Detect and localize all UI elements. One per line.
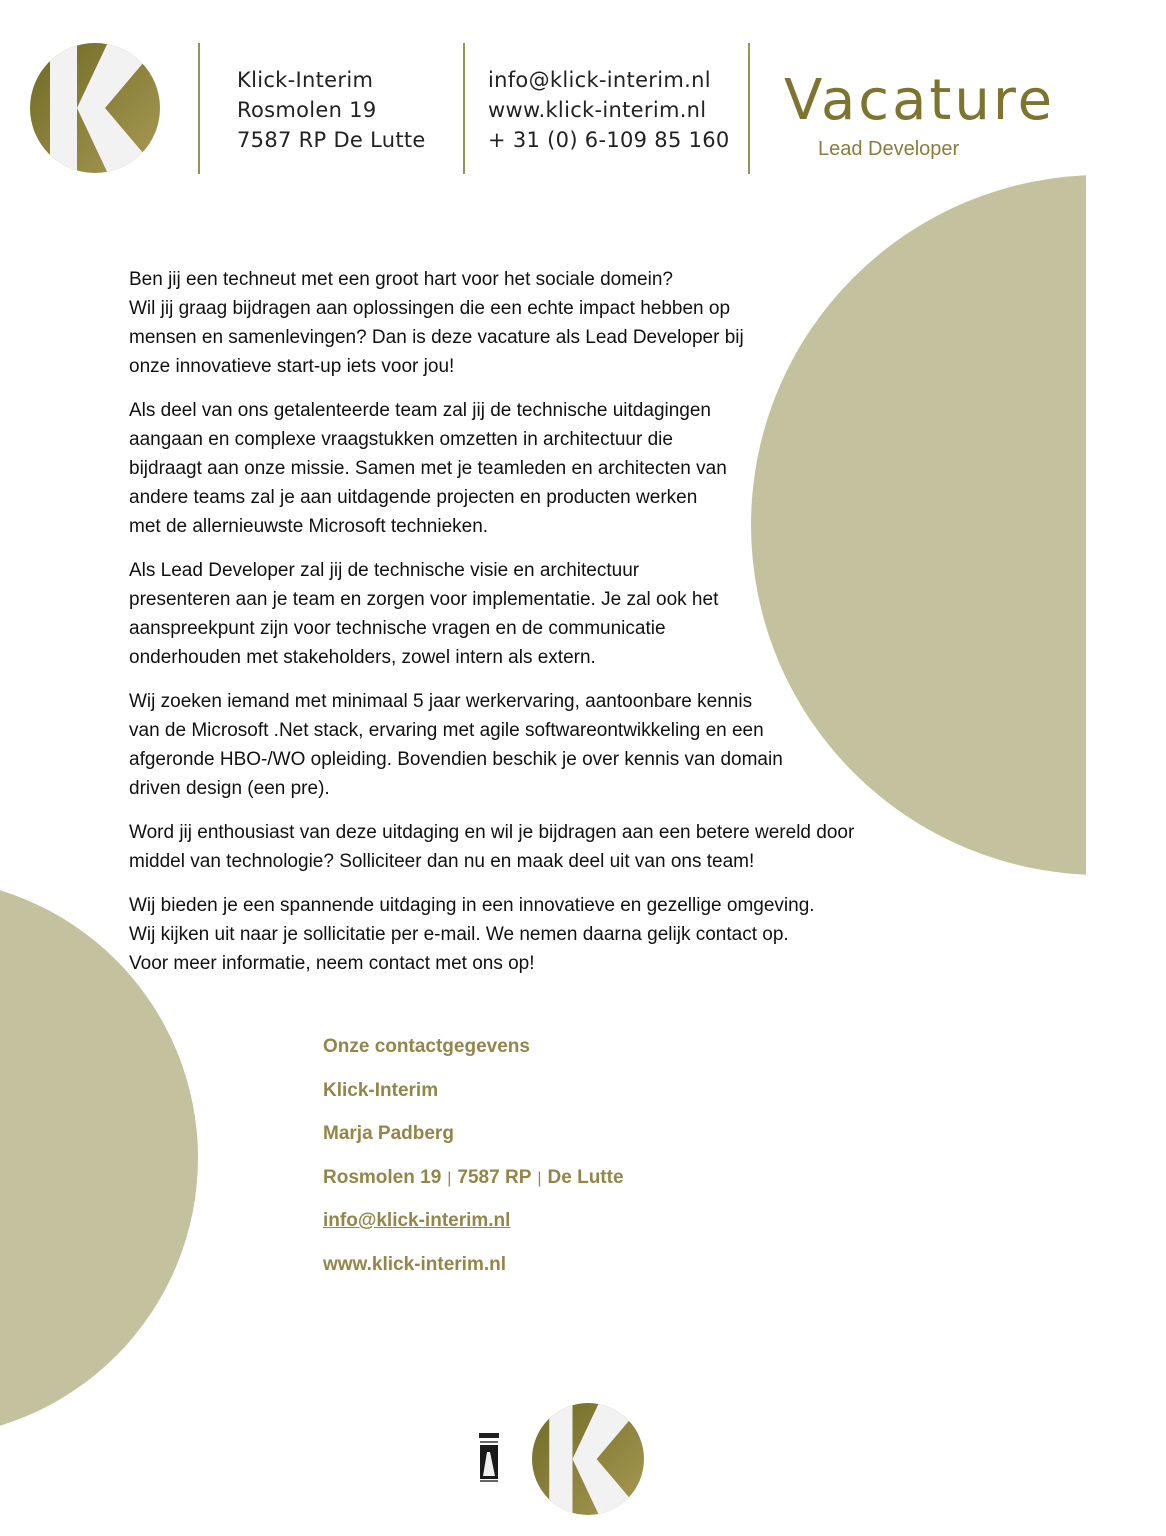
body-line: Wil jij graag bijdragen aan oplossingen die een echte impact hebben op [129, 298, 731, 319]
header-divider-2 [463, 43, 465, 174]
address-separator: | [537, 1169, 542, 1187]
kiwa-certification-badge-icon [477, 1432, 501, 1484]
klick-k-logo-icon [30, 43, 160, 173]
company-address-block [237, 65, 426, 155]
body-paragraph [129, 891, 929, 978]
contact-email-link[interactable]: info@klick-interim.nl [323, 1210, 511, 1231]
page-title: Vacature [784, 68, 1056, 133]
company-street: Rosmolen 19 [237, 98, 377, 122]
body-line: afgeronde HBO-/WO opleiding. Bovendien beschik je over kennis van domain [129, 749, 783, 770]
body-paragraph [129, 265, 929, 381]
body-line: middel van technologie? Solliciteer dan nu en maak deel uit van ons team! [129, 851, 755, 872]
company-contact-block [488, 65, 730, 155]
body-paragraph [129, 396, 929, 541]
header-divider-1 [198, 43, 200, 174]
contact-person: Marja Padberg [323, 1123, 454, 1144]
page-subtitle: Lead Developer [818, 138, 960, 160]
body-line: Wij bieden je een spannende uitdaging in een innovatieve en gezellige omgeving. [129, 895, 815, 916]
body-line: van de Microsoft .Net stack, ervaring met agile softwareontwikkeling en een [129, 720, 764, 741]
body-line: Als Lead Developer zal jij de technische visie en architectuur [129, 560, 640, 581]
footer-klick-k-logo-icon [532, 1403, 644, 1515]
body-paragraph [129, 556, 929, 672]
body-paragraph [129, 818, 929, 876]
body-line: onderhouden met stakeholders, zowel intern als extern. [129, 647, 596, 668]
company-name: Klick-Interim [237, 68, 374, 92]
contact-website-link[interactable]: www.klick-interim.nl [323, 1253, 507, 1275]
body-line: met de allernieuwste Microsoft technieken. [129, 516, 489, 537]
header-email-link[interactable]: info@klick-interim.nl [488, 68, 711, 92]
body-line: presenteren aan je team en zorgen voor implementatie. Je zal ook het [129, 589, 719, 610]
contact-address [323, 1164, 624, 1208]
body-line: mensen en samenlevingen? Dan is deze vacature als Lead Developer bij [129, 327, 744, 348]
vacancy-description [129, 265, 929, 993]
body-line: aangaan en complexe vraagstukken omzetten in architectuur die [129, 429, 673, 450]
body-paragraph [129, 687, 929, 803]
body-line: Wij zoeken iemand met minimaal 5 jaar werkervaring, aantoonbare kennis [129, 691, 753, 712]
company-city: 7587 RP De Lutte [237, 128, 426, 152]
body-line: bijdraagt aan onze missie. Samen met je teamleden en architecten van [129, 458, 727, 479]
contact-heading: Onze contactgegevens [323, 1036, 530, 1057]
body-line: driven design (een pre). [129, 778, 330, 799]
body-line: onze innovatieve start-up iets voor jou! [129, 356, 455, 377]
body-line: Voor meer informatie, neem contact met ons op! [129, 953, 535, 974]
body-line: aanspreekpunt zijn voor technische vragen en de communicatie [129, 618, 666, 639]
address-separator: | [447, 1169, 452, 1187]
contact-postcode: 7587 RP [457, 1166, 532, 1188]
body-line: Als deel van ons getalenteerde team zal jij de technische uitdagingen [129, 400, 711, 421]
body-line: Wij kijken uit naar je sollicitatie per e-mail. We nemen daarna gelijk contact op. [129, 924, 789, 945]
contact-street: Rosmolen 19 [323, 1166, 442, 1188]
body-line: andere teams zal je aan uitdagende projecten en producten werken [129, 487, 698, 508]
contact-section [323, 1033, 624, 1294]
header-website-link[interactable]: www.klick-interim.nl [488, 98, 707, 122]
body-line: Word jij enthousiast van deze uitdaging en wil je bijdragen aan een betere wereld door [129, 822, 855, 843]
header-divider-3 [748, 43, 750, 174]
contact-city: De Lutte [547, 1166, 624, 1188]
body-line: Ben jij een techneut met een groot hart voor het sociale domein? [129, 269, 673, 290]
page-margin-right [1086, 0, 1166, 1536]
header-phone: + 31 (0) 6-109 85 160 [488, 128, 730, 152]
contact-company: Klick-Interim [323, 1079, 439, 1101]
